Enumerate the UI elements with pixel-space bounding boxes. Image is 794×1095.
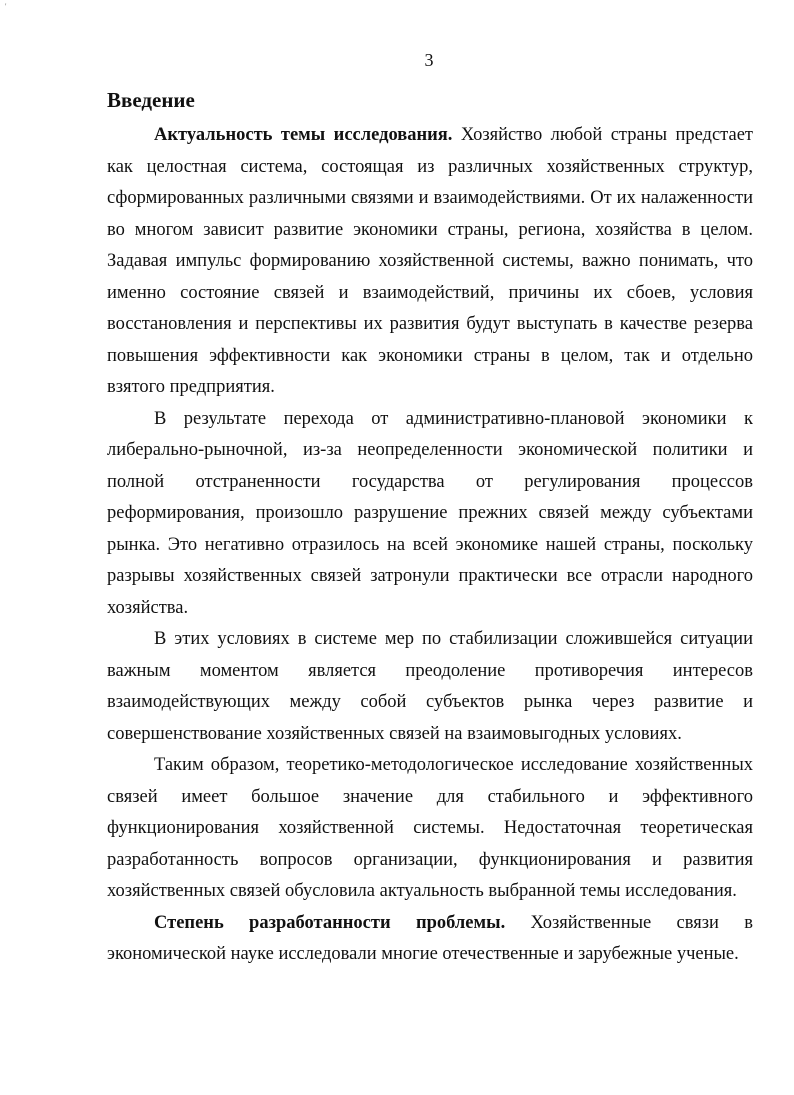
- section-heading: Введение: [107, 88, 195, 112]
- page-number: 3: [424, 50, 434, 70]
- paragraph-conclusion: [107, 750, 753, 908]
- paragraph-lead: Актуальность темы исследования.: [154, 125, 453, 145]
- body-text: [107, 120, 753, 971]
- paragraph-lead: Степень разработанности проблемы.: [154, 912, 506, 933]
- paragraph-text: Таким образом, теоретико-методологическое исследование хозяйственных связей имеет большое значение для стабильного и эффективного функционирования хозяйственной системы. Недостаточная теоретическая разработанность вопросов организации, функционирования и развития хозяйственных связей обусловила актуальность выбранной темы исследования.: [107, 755, 753, 901]
- paragraph-text: В результате перехода от административно-плановой экономики к либерально-рыночной, из-за неопределенности экономической политики и полной отстраненности государства от регулирования процессов реформирования, произошло разрушение прежних связей между субъектами рынка. Это негативно отразилось на всей экономике нашей страны, поскольку разрывы хозяйственных связей затронули практически все отрасли народного хозяйства.: [107, 408, 753, 618]
- paragraph-conditions: [107, 624, 753, 750]
- paragraph-degree: [107, 908, 753, 971]
- scan-corner-mark: ': [5, 2, 7, 11]
- paragraph-transition: [107, 404, 753, 625]
- paragraph-text: В этих условиях в системе мер по стабилизации сложившейся ситуации важным моментом является преодоление противоречия интересов взаимодействующих между собой субъектов рынка через развитие и совершенствование хозяйственных связей на взаимовыгодных условиях.: [107, 629, 753, 744]
- paragraph-text: Хозяйство любой страны предстает как целостная система, состоящая из различных хозяйственных структур, сформированных различными связями и взаимодействиями. От их налаженности во многом зависит развитие экономики страны, региона, хозяйства в целом. Задавая импульс формированию хозяйственной системы, важно понимать, что именно состояние связей и взаимодействий, причины их сбоев, условия восстановления и перспективы их развития будут выступать в качестве резерва повышения эффективности как экономики страны в целом, так и отдельно взятого предприятия.: [107, 125, 754, 397]
- paragraph-text: Хозяйственные связи в экономической науке исследовали многие отечественные и зарубежные ученые.: [107, 912, 753, 964]
- paragraph-relevance: [107, 120, 753, 404]
